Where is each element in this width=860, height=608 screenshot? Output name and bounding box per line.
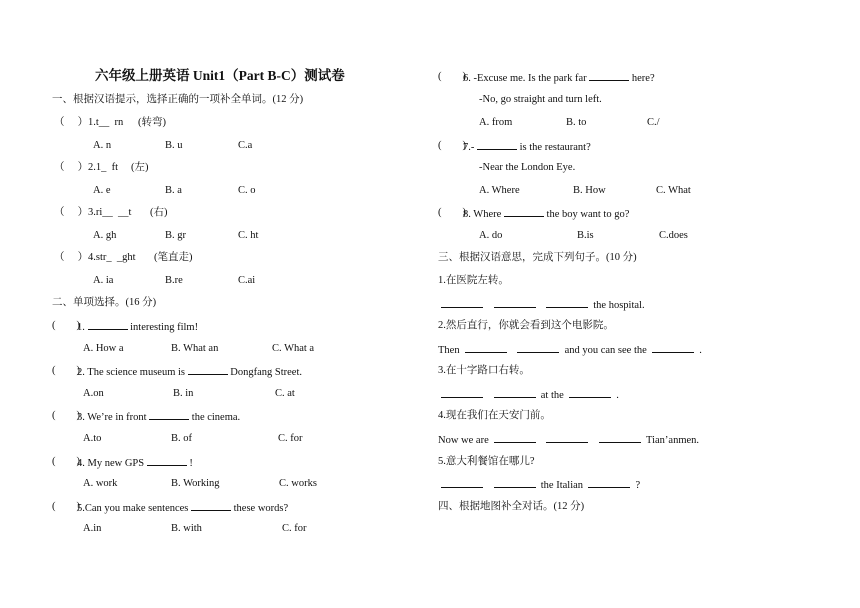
option-a: A. e [93, 185, 111, 196]
answer-paren[interactable]: ( ) [438, 140, 466, 151]
answer-blank[interactable] [494, 477, 536, 488]
option-b: B.is [577, 230, 594, 241]
dialogue-reply: -Near the London Eye. [479, 162, 576, 173]
section-1-heading: 一、根据汉语提示，选择正确的一项补全单词。(12 分) [52, 94, 304, 105]
answer-blank[interactable] [191, 500, 231, 511]
answer-blank[interactable] [494, 387, 536, 398]
question-stem: 4.str_ _ght [88, 252, 136, 263]
answer-paren[interactable]: ( ) [52, 320, 80, 331]
question-text: 6. -Excuse me. Is the park far here? [463, 70, 655, 86]
answer-blank[interactable] [599, 432, 641, 443]
question-text: 2. The science museum is Dongfang Street. [77, 364, 302, 380]
option-a: A.on [83, 388, 104, 399]
answer-blank[interactable] [546, 432, 588, 443]
sentence-4-chinese: 4.现在我们在天安门前。 [438, 410, 551, 421]
question-stem: 3.ri__ __t [88, 207, 132, 218]
sentence-1-answer: the hospital. [441, 297, 645, 313]
question-stem: 2.1_ ft [88, 162, 119, 173]
answer-blank[interactable] [588, 477, 630, 488]
option-c: C. for [282, 523, 307, 534]
option-c: C. at [275, 388, 295, 399]
answer-blank[interactable] [441, 387, 483, 398]
answer-blank[interactable] [569, 387, 611, 398]
option-a: A. work [83, 478, 118, 489]
question-hint: (左) [131, 162, 149, 173]
option-b: B. Working [171, 478, 220, 489]
answer-paren[interactable]: ( ) [52, 501, 80, 512]
option-a: A. ia [93, 275, 114, 286]
answer-paren[interactable]: ( ) [52, 456, 80, 467]
sentence-3-chinese: 3.在十字路口右转。 [438, 365, 530, 376]
sentence-2-chinese: 2.然后直行，你就会看到这个电影院。 [438, 320, 614, 331]
answer-blank[interactable] [188, 364, 228, 375]
sentence-3-answer: at the . [441, 387, 619, 403]
option-b: B. u [165, 140, 183, 151]
answer-blank[interactable] [441, 477, 483, 488]
option-b: B.re [165, 275, 183, 286]
question-stem: 1.t__ rn [88, 117, 124, 128]
question-hint: (笔直走) [154, 252, 193, 263]
dialogue-reply: -No, go straight and turn left. [479, 94, 602, 105]
option-b: B. gr [165, 230, 186, 241]
question-text: 1. interesting film! [77, 319, 198, 335]
answer-paren[interactable]: ( ) [438, 207, 466, 218]
option-b: B. in [173, 388, 194, 399]
section-3-heading: 三、根据汉语意思，完成下列句子。(10 分) [438, 252, 637, 263]
answer-blank[interactable] [88, 319, 128, 330]
option-b: B. How [573, 185, 606, 196]
answer-paren[interactable]: （ ） [54, 252, 89, 263]
question-text: 7.- is the restaurant? [463, 139, 591, 155]
option-b: B. What an [171, 343, 219, 354]
answer-blank[interactable] [504, 206, 544, 217]
answer-blank[interactable] [477, 139, 517, 150]
option-c: C.does [659, 230, 688, 241]
answer-blank[interactable] [494, 432, 536, 443]
option-b: B. of [171, 433, 192, 444]
option-a: A. from [479, 117, 513, 128]
sentence-2-answer: Then and you can see the . [438, 342, 702, 358]
option-c: C. What a [272, 343, 315, 354]
question-hint: (右) [150, 207, 168, 218]
option-c: C.a [238, 140, 253, 151]
option-b: B. to [566, 117, 587, 128]
answer-blank[interactable] [149, 409, 189, 420]
answer-paren[interactable]: （ ） [54, 117, 89, 128]
option-c: C. o [238, 185, 256, 196]
answer-blank[interactable] [147, 455, 187, 466]
option-c: C. ht [238, 230, 259, 241]
option-a: A. How a [83, 343, 124, 354]
answer-blank[interactable] [652, 342, 694, 353]
answer-paren[interactable]: （ ） [54, 162, 89, 173]
option-a: A.in [83, 523, 102, 534]
question-text: 3. We’re in front the cinema. [77, 409, 240, 425]
sentence-4-answer: Now we are Tian’anmen. [438, 432, 699, 448]
answer-paren[interactable]: ( ) [438, 71, 466, 82]
answer-paren[interactable]: ( ) [52, 365, 80, 376]
option-a: A.to [83, 433, 102, 444]
option-a: A. gh [93, 230, 117, 241]
sentence-5-chinese: 5.意大利餐馆在哪儿? [438, 456, 535, 467]
section-2-heading: 二、单项选择。(16 分) [52, 297, 157, 308]
option-c: C. works [279, 478, 317, 489]
answer-blank[interactable] [441, 297, 483, 308]
option-c: C. What [656, 185, 691, 196]
option-c: C.ai [238, 275, 256, 286]
option-a: A. Where [479, 185, 520, 196]
section-4-heading: 四、根据地图补全对话。(12 分) [438, 501, 585, 512]
option-c: C. for [278, 433, 303, 444]
sentence-5-answer: the Italian ? [441, 477, 640, 493]
answer-blank[interactable] [494, 297, 536, 308]
question-text: 5.Can you make sentences these words? [77, 500, 288, 516]
answer-blank[interactable] [546, 297, 588, 308]
answer-blank[interactable] [465, 342, 507, 353]
option-a: A. do [479, 230, 503, 241]
sentence-1-chinese: 1.在医院左转。 [438, 275, 509, 286]
question-hint: (转弯) [138, 117, 166, 128]
option-a: A. n [93, 140, 112, 151]
question-text: 8. Where the boy want to go? [463, 206, 629, 222]
answer-paren[interactable]: ( ) [52, 410, 80, 421]
page-title: 六年级上册英语 Unit1（Part B-C）测试卷 [95, 68, 345, 83]
answer-blank[interactable] [517, 342, 559, 353]
answer-blank[interactable] [589, 70, 629, 81]
option-c: C./ [647, 117, 660, 128]
option-b: B. a [165, 185, 182, 196]
option-b: B. with [171, 523, 202, 534]
question-text: 4. My new GPS ! [77, 455, 193, 471]
answer-paren[interactable]: （ ） [54, 207, 89, 218]
